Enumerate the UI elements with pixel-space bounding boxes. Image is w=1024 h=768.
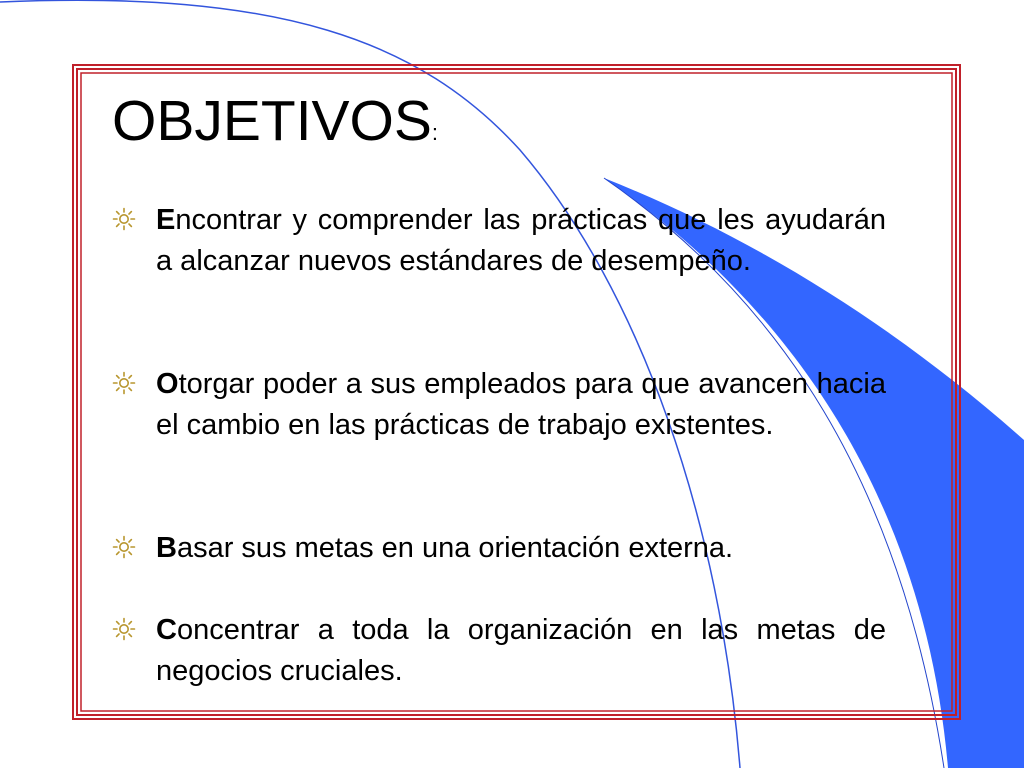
bullet-rest: torgar poder a sus empleados para que avancen hacia el cambio en las prácticas de trabajo existentes. [156, 368, 886, 441]
list-item [112, 610, 887, 692]
bullet-initial: C [156, 614, 177, 646]
bullet-initial: E [156, 204, 176, 236]
bullet-initial: O [156, 368, 179, 400]
title-colon: : [431, 120, 439, 145]
list-item [112, 200, 887, 282]
slide-content [112, 88, 887, 158]
sun-icon [112, 207, 136, 231]
bullet-text [156, 364, 886, 446]
bullet-text [156, 200, 886, 282]
bullet-rest: ncontrar y comprender las prácticas que les ayudarán a alcanzar nuevos estándares de desempeño. [156, 204, 886, 277]
bullet-text [156, 610, 886, 692]
bullet-text [156, 528, 886, 569]
sun-icon [112, 371, 136, 395]
bullet-rest: oncentrar a toda la organización en las metas de negocios cruciales. [156, 614, 886, 687]
bullet-initial: B [156, 532, 177, 564]
list-item [112, 364, 887, 446]
slide-title [112, 88, 887, 158]
sun-icon [112, 617, 136, 641]
sun-icon [112, 535, 136, 559]
title-text: OBJETIVOS [112, 89, 432, 153]
bullet-rest: asar sus metas en una orientación externa. [176, 532, 734, 564]
list-item [112, 528, 887, 569]
